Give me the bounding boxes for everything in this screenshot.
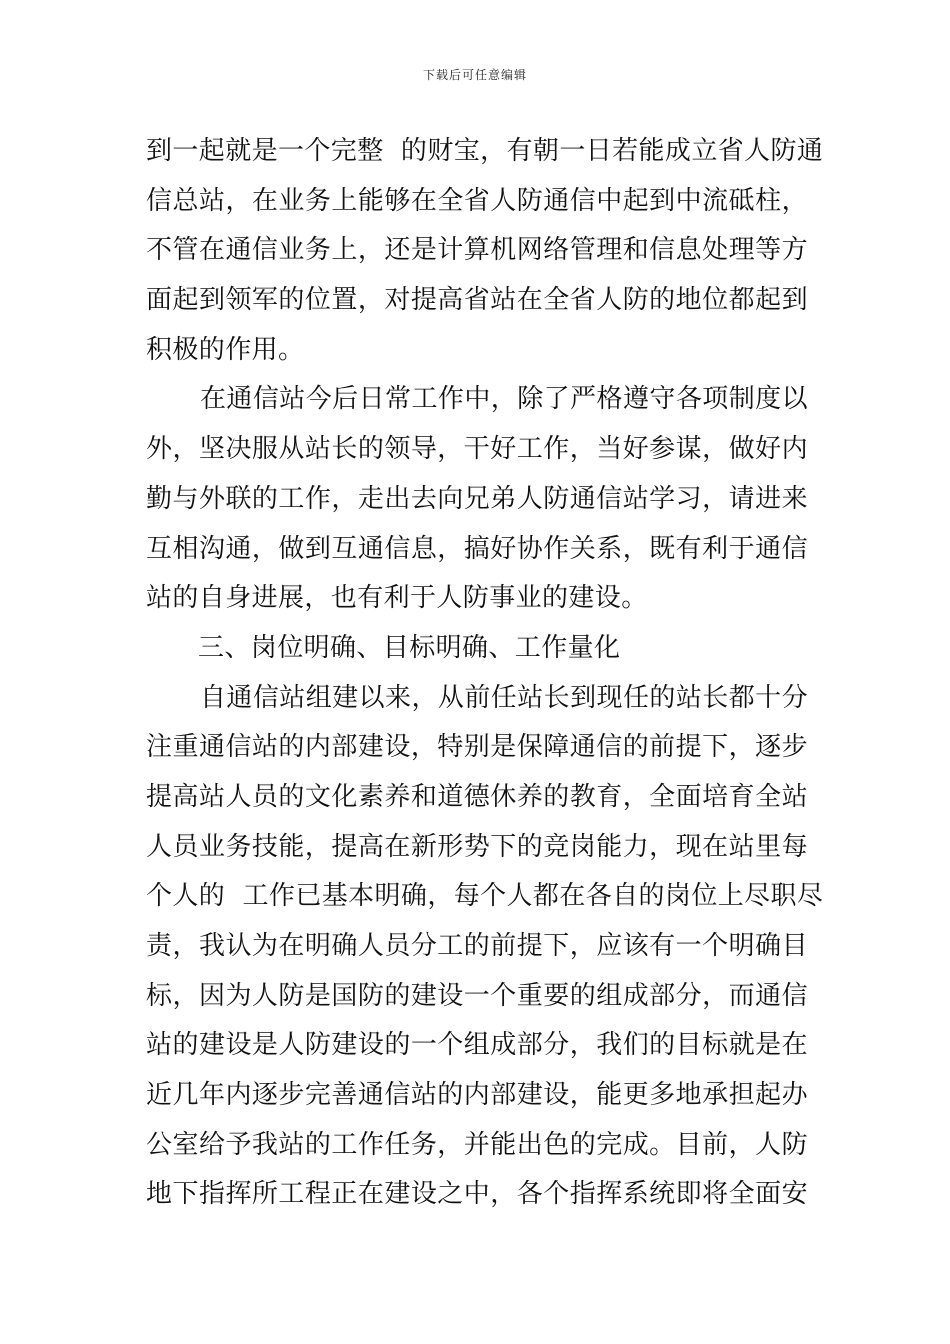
paragraph-3-line-11: 地下指挥所工程正在建设之中，各个指挥系统即将全面安 xyxy=(146,1179,808,1210)
page-header-note: 下载后可任意编辑 xyxy=(422,68,527,82)
paragraph-1-line-2: 信总站，在业务上能够在全省人防通信中起到中流砥柱， xyxy=(146,185,808,216)
paragraph-2-line-4: 互相沟通，做到互通信息，搞好协作关系，既有利于通信 xyxy=(146,533,808,564)
section-heading: 三、岗位明确、目标明确、工作量化 xyxy=(198,632,621,663)
paragraph-3-line-9: 近几年内逐步完善通信站的内部建设，能更多地承担起办 xyxy=(146,1080,808,1111)
paragraph-3-line-8: 站的建设是人防建设的一个组成部分，我们的目标就是在 xyxy=(146,1030,808,1061)
paragraph-1-line-5: 积极的作用。 xyxy=(146,334,305,365)
paragraph-3-line-1: 自通信站组建以来，从前任站长到现任的站长都十分 xyxy=(200,682,808,713)
paragraph-1-line-1: 到一起就是一个完整 的财宝，有朝一日若能成立省人防通 xyxy=(146,136,824,166)
paragraph-3-line-2: 注重通信站的内部建设，特别是保障通信的前提下，逐步 xyxy=(146,732,808,763)
paragraph-3-line-6: 责，我认为在明确人员分工的前提下，应该有一个明确目 xyxy=(146,931,808,961)
paragraph-1-line-4: 面起到领军的位置，对提高省站在全省人防的地位都起到 xyxy=(146,285,808,316)
paragraph-3-line-3: 提高站人员的文化素养和道德休养的教育，全面培育全站 xyxy=(146,781,808,812)
paragraph-3-line-7: 标，因为人防是国防的建设一个重要的组成部分，而通信 xyxy=(146,980,808,1011)
paragraph-2-line-1: 在通信站今后日常工作中，除了严格遵守各项制度以 xyxy=(200,384,808,415)
document-body xyxy=(146,127,824,1220)
paragraph-3-line-10: 公室给予我站的工作任务，并能出色的完成。目前，人防 xyxy=(146,1129,808,1160)
paragraph-2-line-3: 勤与外联的工作，走出去向兄弟人防通信站学习，请进来 xyxy=(146,483,808,514)
paragraph-3-line-5: 个人的 工作已基本明确，每个人都在各自的岗位上尽职尽 xyxy=(146,881,824,912)
paragraph-2-line-5: 站的自身进展，也有利于人防事业的建设。 xyxy=(146,583,648,614)
paragraph-2-line-2: 外，坚决服从站长的领导，干好工作，当好参谋，做好内 xyxy=(146,434,808,465)
paragraph-1-line-3: 不管在通信业务上，还是计算机网络管理和信息处理等方 xyxy=(146,235,808,266)
paragraph-3-line-4: 人员业务技能，提高在新形势下的竞岗能力，现在站里每 xyxy=(146,831,808,862)
